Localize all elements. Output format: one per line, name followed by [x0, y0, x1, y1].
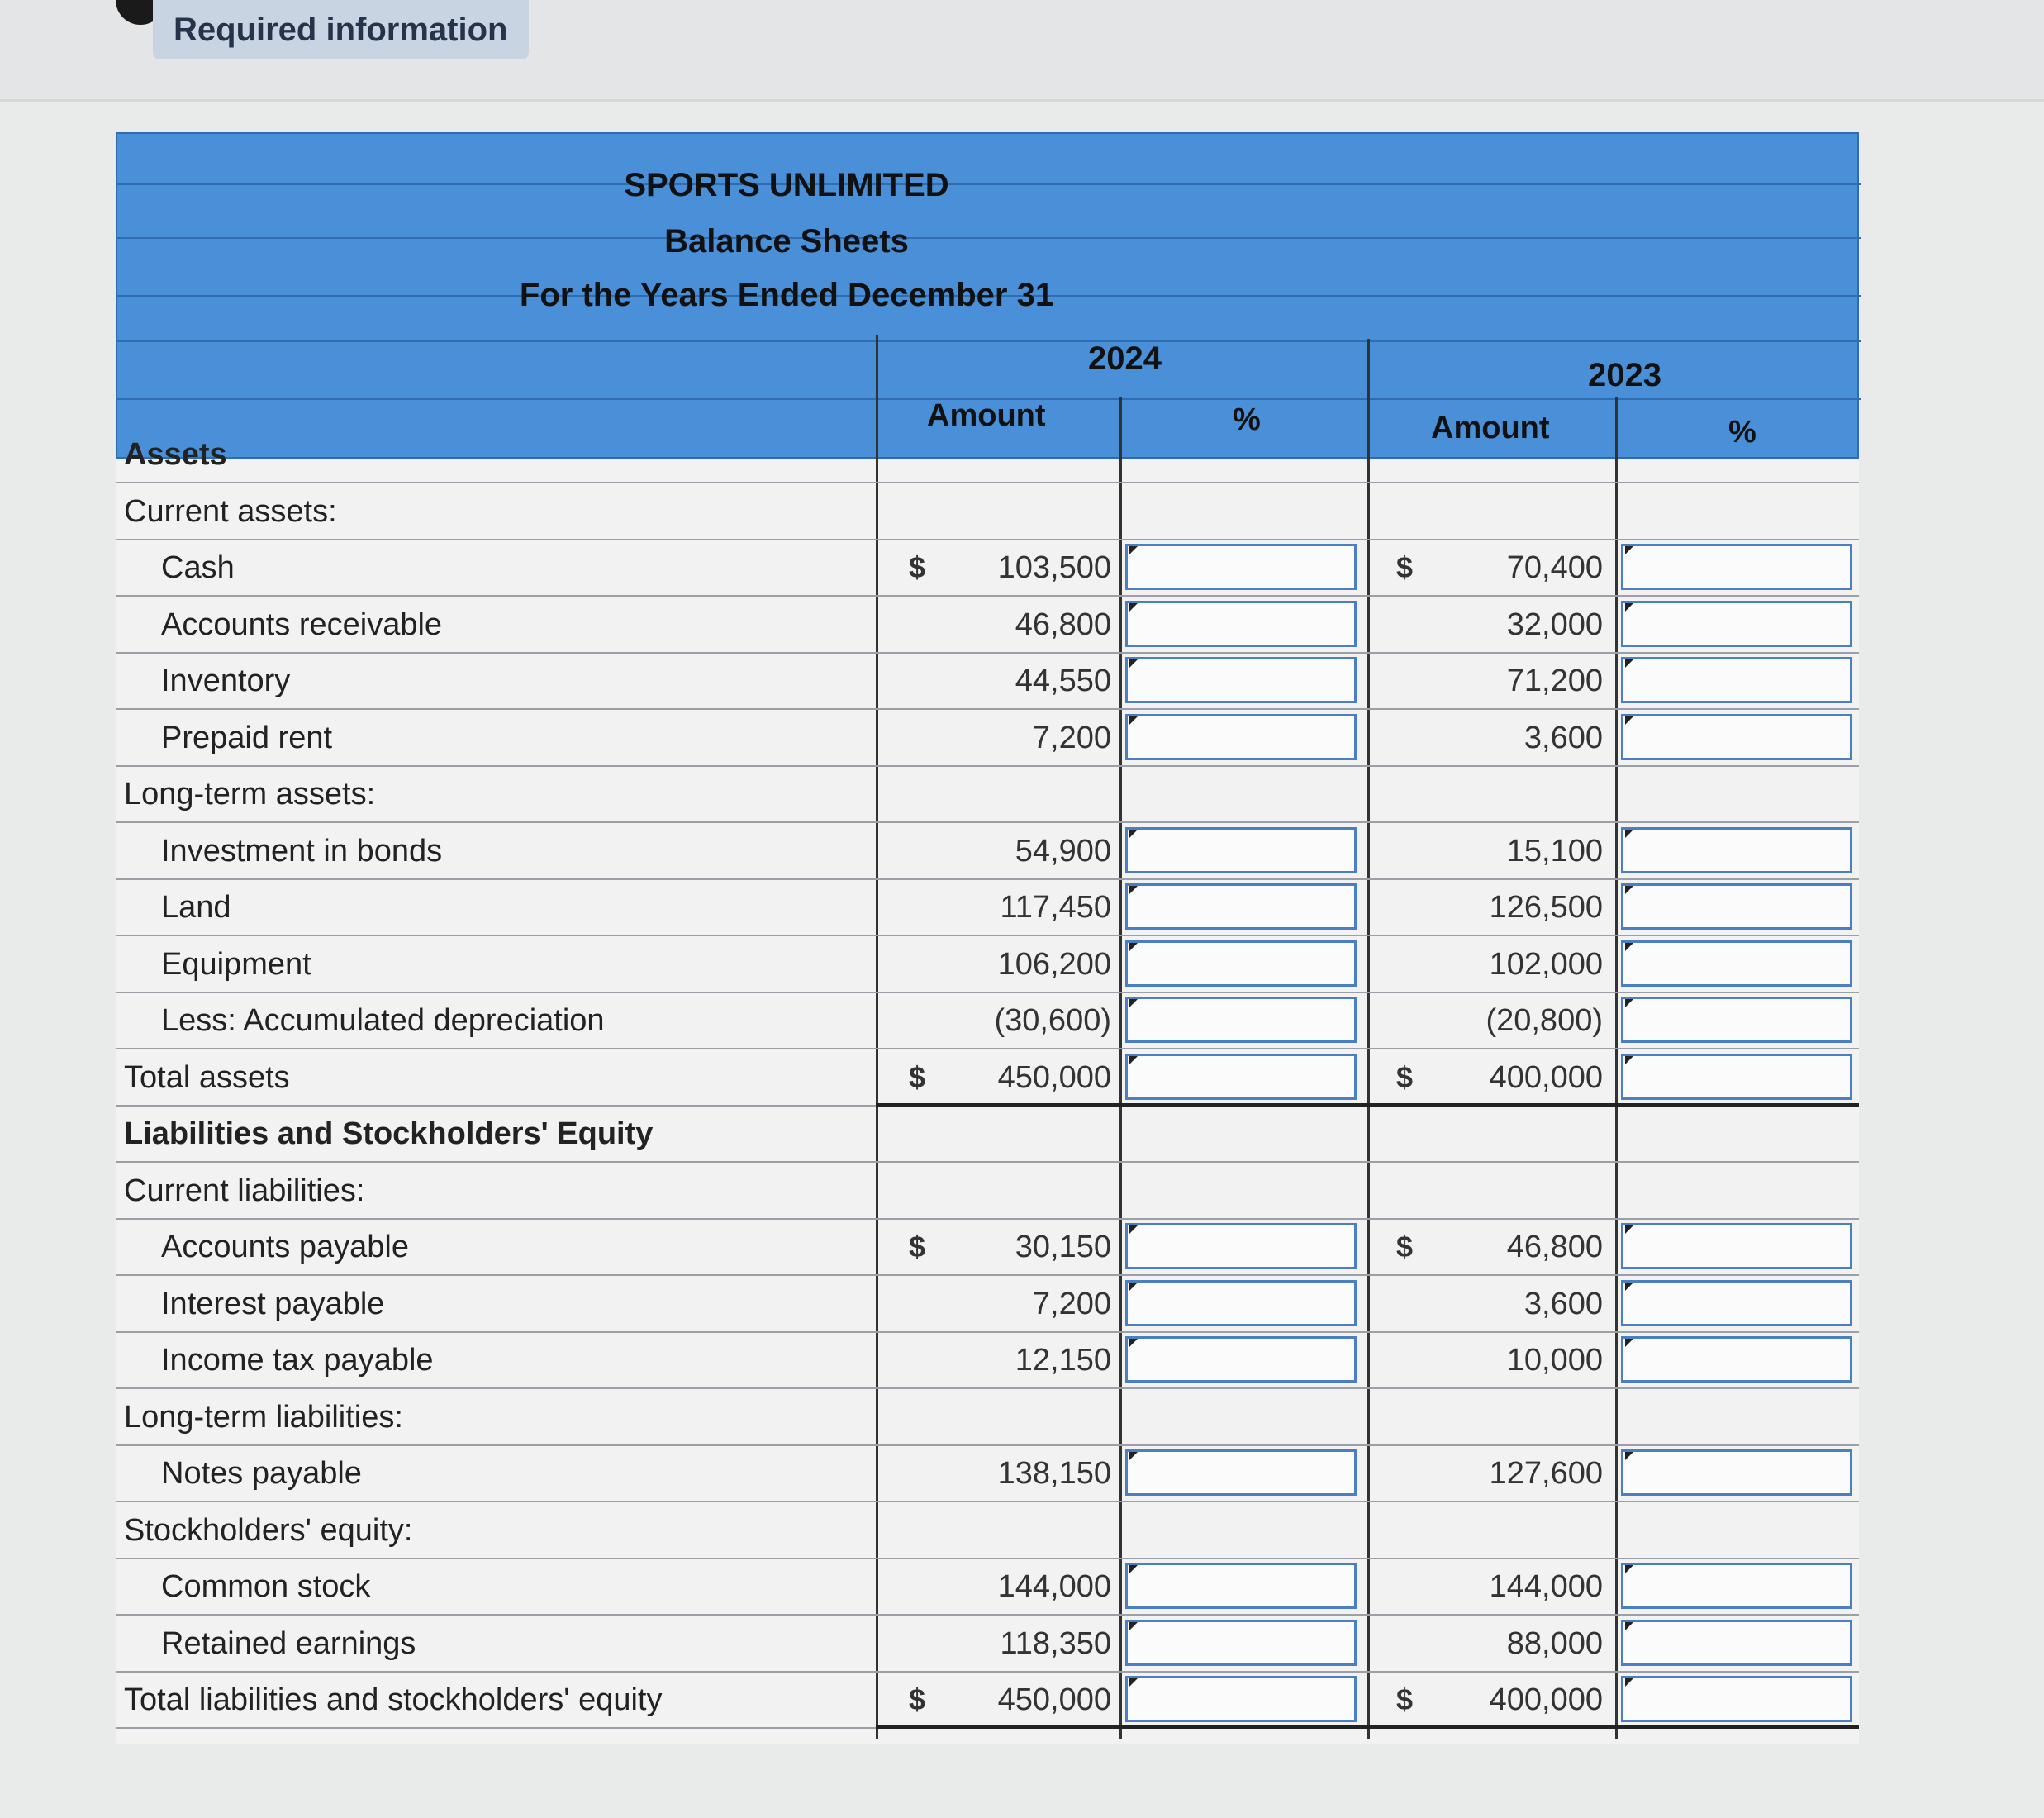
total-underline	[876, 1725, 1859, 1729]
amount-2024: 450,000	[997, 1059, 1111, 1095]
amount-2024: 12,150	[1015, 1343, 1111, 1378]
percent-2024-heading: %	[1233, 402, 1261, 437]
percent-2024-input[interactable]	[1125, 1563, 1357, 1609]
amount-2023: 126,500	[1489, 890, 1603, 925]
percent-2023-input[interactable]	[1621, 997, 1852, 1043]
table-row	[116, 652, 1859, 710]
row-label: Less: Accumulated depreciation	[161, 1003, 605, 1038]
percent-2024-input[interactable]	[1125, 544, 1357, 590]
dollar-sign-2024: $	[909, 550, 926, 584]
amount-2023: 10,000	[1506, 1343, 1603, 1378]
amount-2023: 88,000	[1506, 1625, 1603, 1661]
row-label: Total liabilities and stockholders' equity	[124, 1682, 663, 1717]
percent-2024-input[interactable]	[1125, 1620, 1357, 1666]
row-label: Investment in bonds	[161, 833, 443, 869]
table-row	[116, 1049, 1859, 1107]
amount-2023: 46,800	[1506, 1230, 1603, 1264]
amount-2023: 70,400	[1506, 550, 1603, 585]
percent-2024-input[interactable]	[1125, 883, 1357, 930]
top-bar	[0, 0, 2044, 102]
percent-2023-input[interactable]	[1621, 1676, 1852, 1722]
percent-2023-input[interactable]	[1621, 1449, 1852, 1496]
required-information-tab[interactable]	[153, 0, 529, 59]
amount-2023-heading: Amount	[1431, 411, 1550, 445]
percent-2023-input[interactable]	[1621, 544, 1852, 590]
table-row	[116, 765, 1859, 823]
percent-2024-input[interactable]	[1125, 1280, 1357, 1326]
table-row	[116, 539, 1859, 597]
amount-2024: 103,500	[997, 550, 1111, 585]
amount-2024: 118,350	[1000, 1625, 1111, 1661]
amount-2024: 44,550	[1015, 664, 1111, 698]
amount-2023: 102,000	[1489, 946, 1603, 982]
percent-2023-input[interactable]	[1621, 827, 1852, 873]
amount-2023: 400,000	[1489, 1059, 1603, 1095]
amount-2024: 46,800	[1015, 607, 1111, 642]
table-row	[116, 1671, 1859, 1729]
percent-2024-input[interactable]	[1125, 657, 1357, 703]
percent-2023-input[interactable]	[1621, 714, 1852, 760]
percent-2023-input[interactable]	[1621, 1336, 1852, 1383]
year-2024-heading: 2024	[1088, 340, 1162, 377]
percent-2024-input[interactable]	[1125, 1054, 1357, 1100]
table-header	[116, 132, 1859, 459]
amount-2024: 30,150	[1015, 1230, 1111, 1264]
amount-2024-heading: Amount	[927, 398, 1046, 433]
amount-2024: 138,150	[997, 1456, 1111, 1491]
table-row	[116, 1444, 1859, 1502]
percent-2023-input[interactable]	[1621, 883, 1852, 930]
row-label: Income tax payable	[161, 1343, 434, 1378]
table-row	[116, 1502, 1859, 1559]
percent-2023-input[interactable]	[1621, 657, 1852, 703]
percent-2023-input[interactable]	[1621, 1620, 1852, 1666]
table-row	[116, 1162, 1859, 1220]
row-label: Equipment	[161, 946, 311, 982]
table-row	[116, 878, 1859, 936]
table-row	[116, 1331, 1859, 1389]
row-label: Current liabilities:	[124, 1173, 365, 1208]
percent-2024-input[interactable]	[1125, 827, 1357, 873]
statement-title: Balance Sheets	[664, 223, 909, 259]
balance-sheet-table	[116, 132, 1859, 1744]
dollar-sign-2023: $	[1396, 1682, 1414, 1716]
amount-2023: 71,200	[1506, 664, 1603, 698]
row-label: Cash	[161, 550, 235, 585]
row-label: Long-term assets:	[124, 777, 376, 811]
row-label: Common stock	[161, 1569, 371, 1604]
percent-2024-input[interactable]	[1125, 997, 1357, 1043]
row-label: Stockholders' equity:	[124, 1512, 413, 1548]
dollar-sign-2023: $	[1396, 1059, 1414, 1094]
table-row	[116, 1105, 1859, 1163]
header-divider	[117, 340, 1861, 342]
row-label: Accounts payable	[161, 1230, 409, 1264]
row-label: Assets	[124, 437, 227, 472]
percent-2024-input[interactable]	[1125, 1449, 1357, 1496]
amount-2024: 450,000	[997, 1682, 1111, 1717]
row-label: Interest payable	[161, 1286, 385, 1321]
row-label: Long-term liabilities:	[124, 1399, 403, 1435]
amount-2023: 144,000	[1489, 1569, 1603, 1604]
percent-2024-input[interactable]	[1125, 1223, 1357, 1269]
amount-2024: 7,200	[1032, 720, 1111, 755]
table-row	[116, 935, 1859, 993]
row-label: Land	[161, 890, 231, 925]
row-label: Current assets:	[124, 493, 337, 529]
amount-2023: 32,000	[1506, 607, 1603, 642]
table-row	[116, 1388, 1859, 1446]
dollar-sign-2024: $	[909, 1230, 926, 1264]
percent-2023-input[interactable]	[1621, 1223, 1852, 1269]
row-label: Notes payable	[161, 1456, 362, 1491]
percent-2023-heading: %	[1728, 415, 1756, 450]
amount-2024: 7,200	[1032, 1286, 1111, 1321]
percent-2024-input[interactable]	[1125, 940, 1357, 987]
amount-2023: 400,000	[1489, 1682, 1603, 1717]
table-row	[116, 1615, 1859, 1673]
amount-2023: 3,600	[1523, 1286, 1603, 1321]
row-label: Retained earnings	[161, 1625, 416, 1661]
amount-2023: 15,100	[1506, 833, 1603, 869]
amount-2024: 144,000	[997, 1569, 1111, 1604]
row-label: Inventory	[161, 664, 291, 698]
company-name: SPORTS UNLIMITED	[624, 167, 949, 203]
table-row	[116, 992, 1859, 1049]
statement-period: For the Years Ended December 31	[519, 277, 1054, 313]
dollar-sign-2024: $	[909, 1059, 926, 1094]
tab-label: Required information	[174, 11, 508, 48]
percent-2024-input[interactable]	[1125, 1336, 1357, 1383]
table-row	[116, 1218, 1859, 1276]
row-label: Prepaid rent	[161, 720, 333, 755]
row-label: Liabilities and Stockholders' Equity	[124, 1116, 654, 1151]
table-row	[116, 426, 1859, 483]
amount-2024: (30,600)	[994, 1003, 1111, 1038]
table-row	[116, 709, 1859, 767]
amount-2023: 127,600	[1489, 1456, 1603, 1491]
table-row	[116, 483, 1859, 540]
table-row	[116, 596, 1859, 654]
row-label: Total assets	[124, 1059, 290, 1095]
year-2023-heading: 2023	[1588, 357, 1661, 393]
percent-2024-input[interactable]	[1125, 1676, 1357, 1722]
percent-2023-input[interactable]	[1621, 940, 1852, 987]
amount-2024: 54,900	[1015, 833, 1111, 869]
percent-2023-input[interactable]	[1621, 1054, 1852, 1100]
table-row	[116, 822, 1859, 880]
percent-2023-input[interactable]	[1621, 1280, 1852, 1326]
row-label: Accounts receivable	[161, 607, 443, 642]
dollar-sign-2024: $	[909, 1682, 926, 1716]
amount-2023: (20,800)	[1485, 1003, 1603, 1038]
amount-2024: 106,200	[997, 946, 1111, 982]
percent-2024-input[interactable]	[1125, 714, 1357, 760]
amount-2024: 117,450	[1000, 890, 1111, 925]
dollar-sign-2023: $	[1396, 1230, 1414, 1264]
percent-2023-input[interactable]	[1621, 601, 1852, 647]
table-row	[116, 1275, 1859, 1333]
table-row	[116, 1558, 1859, 1616]
amount-2023: 3,600	[1523, 720, 1603, 755]
percent-2024-input[interactable]	[1125, 601, 1357, 647]
dollar-sign-2023: $	[1396, 550, 1414, 584]
percent-2023-input[interactable]	[1621, 1563, 1852, 1609]
